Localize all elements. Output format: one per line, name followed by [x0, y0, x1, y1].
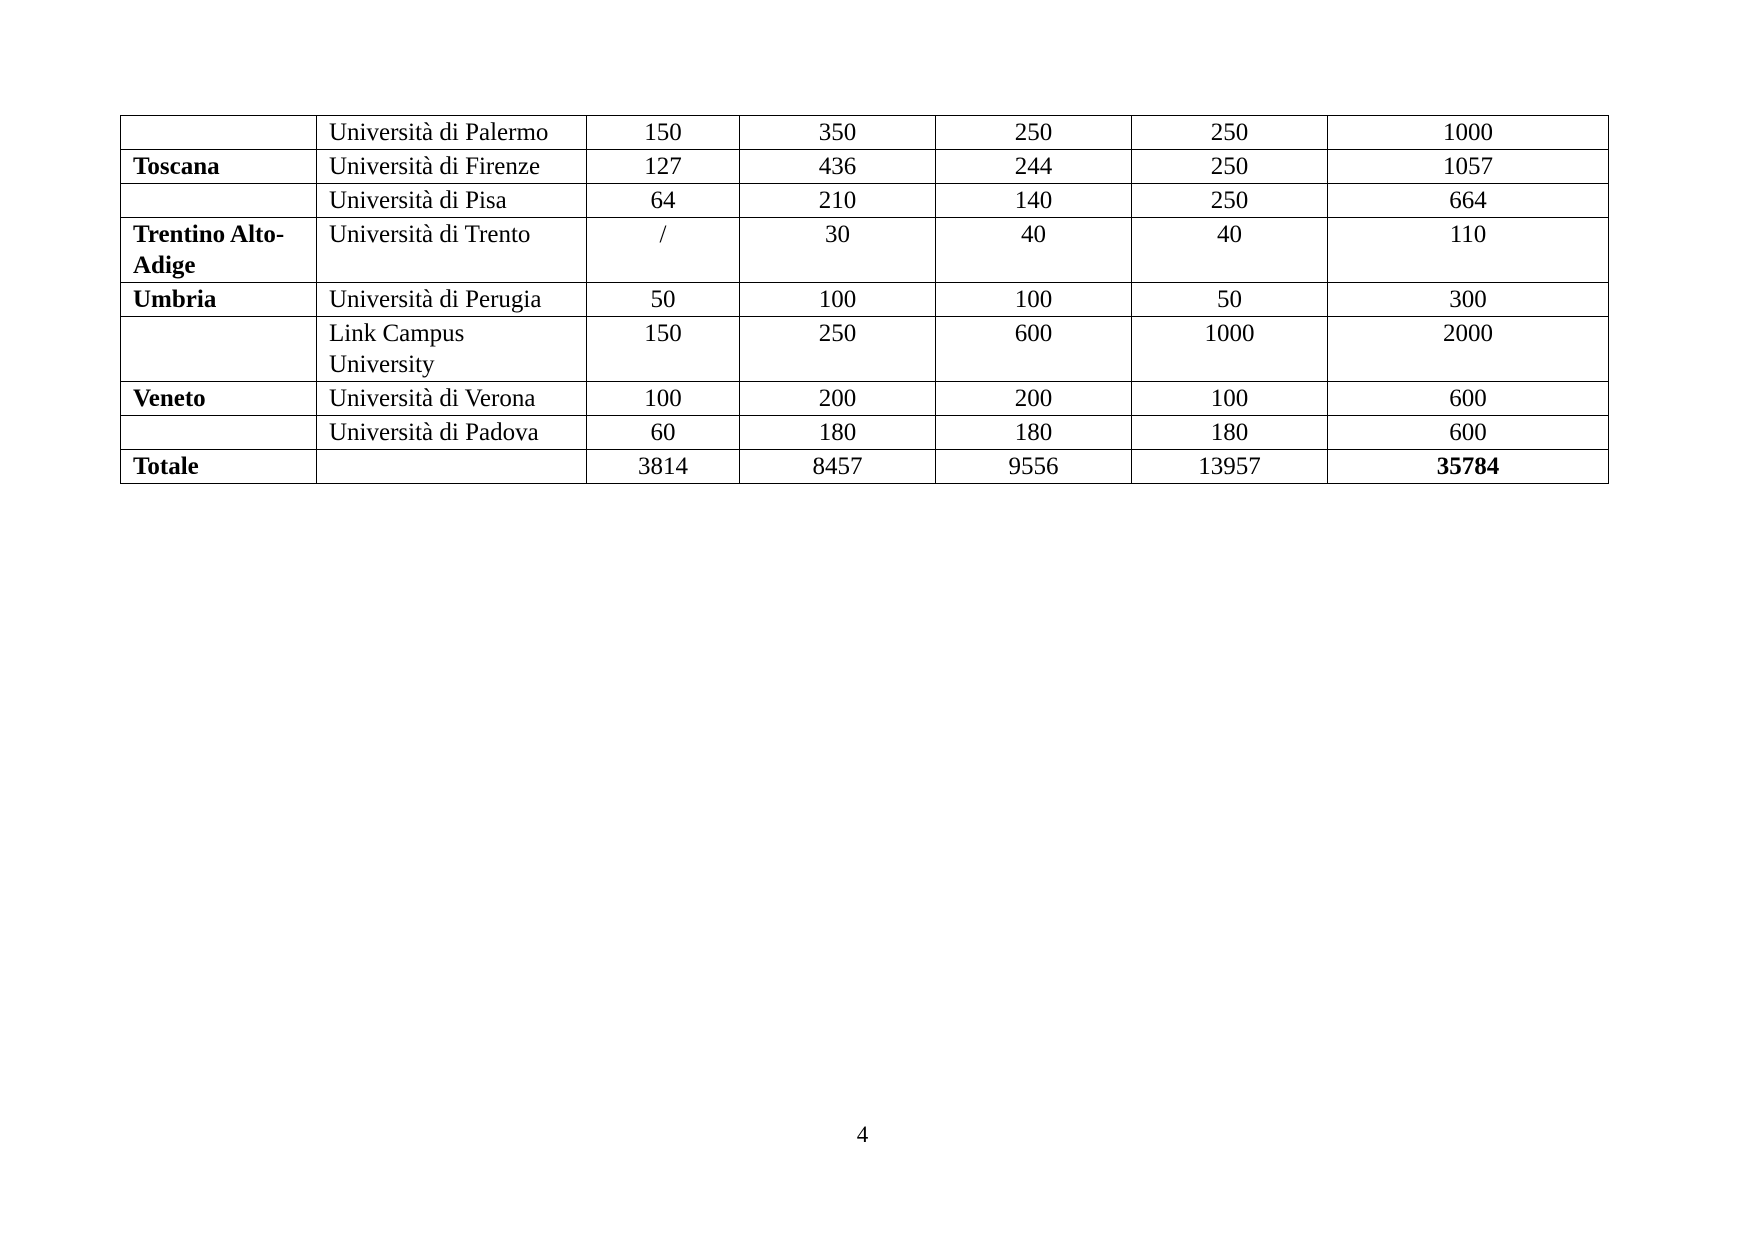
grand-total-cell: 35784 — [1328, 450, 1609, 484]
value-cell: 244 — [936, 150, 1132, 184]
row-total-cell: 664 — [1328, 184, 1609, 218]
row-total-cell: 300 — [1328, 283, 1609, 317]
value-cell: 250 — [1132, 150, 1328, 184]
value-cell: 50 — [587, 283, 740, 317]
total-university-cell — [317, 450, 587, 484]
value-cell: 436 — [740, 150, 936, 184]
value-cell: 100 — [587, 382, 740, 416]
value-cell: 350 — [740, 116, 936, 150]
table-body — [121, 116, 1609, 484]
value-cell: 180 — [936, 416, 1132, 450]
value-cell: 180 — [740, 416, 936, 450]
value-cell: 100 — [936, 283, 1132, 317]
university-cell: Università di Pisa — [317, 184, 587, 218]
region-cell — [121, 184, 317, 218]
university-cell: Università di Perugia — [317, 283, 587, 317]
region-cell — [121, 416, 317, 450]
row-total-cell: 110 — [1328, 218, 1609, 283]
total-label: Totale — [121, 450, 317, 484]
university-cell: Link Campus University — [317, 317, 587, 382]
value-cell: 140 — [936, 184, 1132, 218]
table-row — [121, 382, 1609, 416]
value-cell: 150 — [587, 317, 740, 382]
region-cell — [121, 116, 317, 150]
value-cell: 250 — [1132, 116, 1328, 150]
university-data-table — [120, 115, 1609, 484]
row-total-cell: 600 — [1328, 416, 1609, 450]
row-total-cell: 1000 — [1328, 116, 1609, 150]
university-cell: Università di Palermo — [317, 116, 587, 150]
value-cell: 180 — [1132, 416, 1328, 450]
region-cell: Umbria — [121, 283, 317, 317]
value-cell: 64 — [587, 184, 740, 218]
table-row — [121, 317, 1609, 382]
total-row — [121, 450, 1609, 484]
value-cell: 100 — [1132, 382, 1328, 416]
row-total-cell: 600 — [1328, 382, 1609, 416]
value-cell: 127 — [587, 150, 740, 184]
value-cell: 40 — [1132, 218, 1328, 283]
table-row — [121, 116, 1609, 150]
university-cell: Università di Verona — [317, 382, 587, 416]
value-cell: / — [587, 218, 740, 283]
value-cell: 1000 — [1132, 317, 1328, 382]
university-cell: Università di Trento — [317, 218, 587, 283]
value-cell: 40 — [936, 218, 1132, 283]
value-cell: 200 — [740, 382, 936, 416]
table-row — [121, 416, 1609, 450]
region-cell: Veneto — [121, 382, 317, 416]
value-cell: 100 — [740, 283, 936, 317]
row-total-cell: 1057 — [1328, 150, 1609, 184]
university-cell: Università di Padova — [317, 416, 587, 450]
value-cell: 210 — [740, 184, 936, 218]
region-cell — [121, 317, 317, 382]
value-cell: 250 — [740, 317, 936, 382]
total-value-cell: 9556 — [936, 450, 1132, 484]
row-total-cell: 2000 — [1328, 317, 1609, 382]
region-cell: Trentino Alto-Adige — [121, 218, 317, 283]
value-cell: 200 — [936, 382, 1132, 416]
table-row — [121, 184, 1609, 218]
university-cell: Università di Firenze — [317, 150, 587, 184]
value-cell: 60 — [587, 416, 740, 450]
value-cell: 250 — [1132, 184, 1328, 218]
value-cell: 250 — [936, 116, 1132, 150]
table-row — [121, 218, 1609, 283]
region-cell: Toscana — [121, 150, 317, 184]
value-cell: 600 — [936, 317, 1132, 382]
total-value-cell: 13957 — [1132, 450, 1328, 484]
value-cell: 30 — [740, 218, 936, 283]
table-row — [121, 283, 1609, 317]
value-cell: 50 — [1132, 283, 1328, 317]
total-value-cell: 3814 — [587, 450, 740, 484]
total-value-cell: 8457 — [740, 450, 936, 484]
value-cell: 150 — [587, 116, 740, 150]
table-row — [121, 150, 1609, 184]
page-number: 4 — [856, 1122, 869, 1147]
